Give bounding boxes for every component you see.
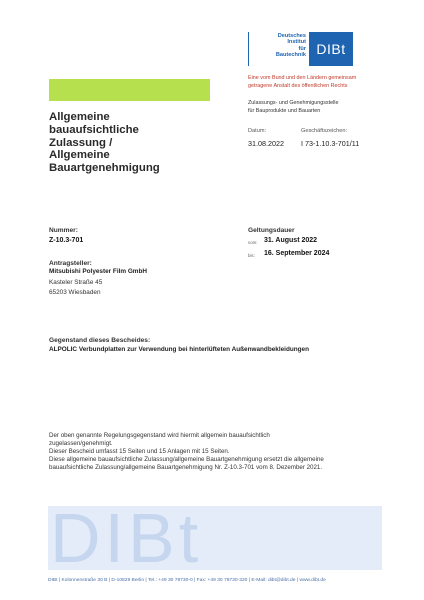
number-value: Z-10.3-701: [49, 237, 84, 244]
footer-band: [48, 506, 382, 570]
institution-line-2: getragene Anstalt des öffentlichen Rechts: [248, 83, 348, 89]
body-line: Dieser Bescheid umfasst 15 Seiten und 15 Anlagen mit 15 Seiten.: [49, 448, 230, 455]
reference-value: I 73-1.10.3-701/11: [301, 139, 360, 148]
title-line: Zulassung /: [49, 136, 113, 149]
logo-institute-name: [254, 33, 306, 58]
applicant-city: 65203 Wiesbaden: [49, 289, 101, 296]
institution-line-1: Eine vom Bund und den Ländern gemeinsam: [248, 75, 357, 81]
logo-line: Deutsches: [277, 33, 306, 39]
title-line: bauaufsichtliche: [49, 123, 139, 136]
applicant-street: Kasteler Straße 45: [49, 279, 103, 286]
logo-divider: [248, 32, 249, 66]
document-title: [49, 111, 160, 175]
validity-from-label: vom:: [248, 240, 258, 245]
reference-label: Geschäftszeichen:: [301, 128, 348, 134]
title-line: Bauartgenehmigung: [49, 162, 160, 175]
footer-contact: DIBt | Kolonnenstraße 30 B | D-10829 Berlin | Tel.: +49 30 78730-0 | Fax: +49 30 78730-320 | E-Mail: dibt@dibt.de | www.dibt.de: [48, 578, 326, 583]
logo-line: Bautechnik: [275, 51, 306, 58]
validity-to-label: bis:: [248, 253, 255, 258]
body-line: Der oben genannte Regelungsgegenstand wird hiermit allgemein bauaufsichtlich: [49, 432, 270, 439]
title-line: Allgemeine: [49, 149, 110, 162]
date-value: 31.08.2022: [248, 139, 284, 148]
body-line: zugelassen/genehmigt.: [49, 440, 113, 447]
title-line: Allgemeine: [49, 111, 110, 123]
office-line-1: Zulassungs- und Genehmigungsstelle: [248, 100, 339, 106]
number-label: Nummer:: [49, 227, 78, 234]
subject-label: Gegenstand dieses Bescheides:: [49, 337, 151, 344]
logo-line: für: [298, 45, 306, 52]
body-text: [49, 432, 384, 472]
validity-to-value: 16. September 2024: [264, 250, 330, 257]
footer-watermark: DIBt: [50, 506, 203, 570]
accent-bar: [49, 79, 210, 101]
dibt-logo: [248, 32, 354, 66]
office-line-2: für Bauprodukte und Bauarten: [248, 108, 321, 114]
applicant-name: Mitsubishi Polyester Film GmbH: [49, 268, 148, 275]
logo-mark: DIBt: [309, 32, 353, 66]
applicant-label: Antragsteller:: [49, 260, 92, 267]
body-line: Diese allgemeine bauaufsichtliche Zulassung/allgemeine Bauartgenehmigung ersetzt die allgemeine: [49, 456, 324, 463]
body-line: bauaufsichtliche Zulassung/allgemeine Bauartgenehmigung Nr. Z-10.3-701 vom 8. Dezember 2021.: [49, 464, 323, 471]
validity-label: Geltungsdauer: [248, 227, 295, 234]
validity-from-value: 31. August 2022: [264, 237, 318, 244]
date-label: Datum:: [248, 128, 267, 134]
subject-text: ALPOLIC Verbundplatten zur Verwendung bei hinterlüfteten Außenwandbekleidungen: [49, 346, 310, 353]
logo-line: Institut: [287, 39, 306, 46]
